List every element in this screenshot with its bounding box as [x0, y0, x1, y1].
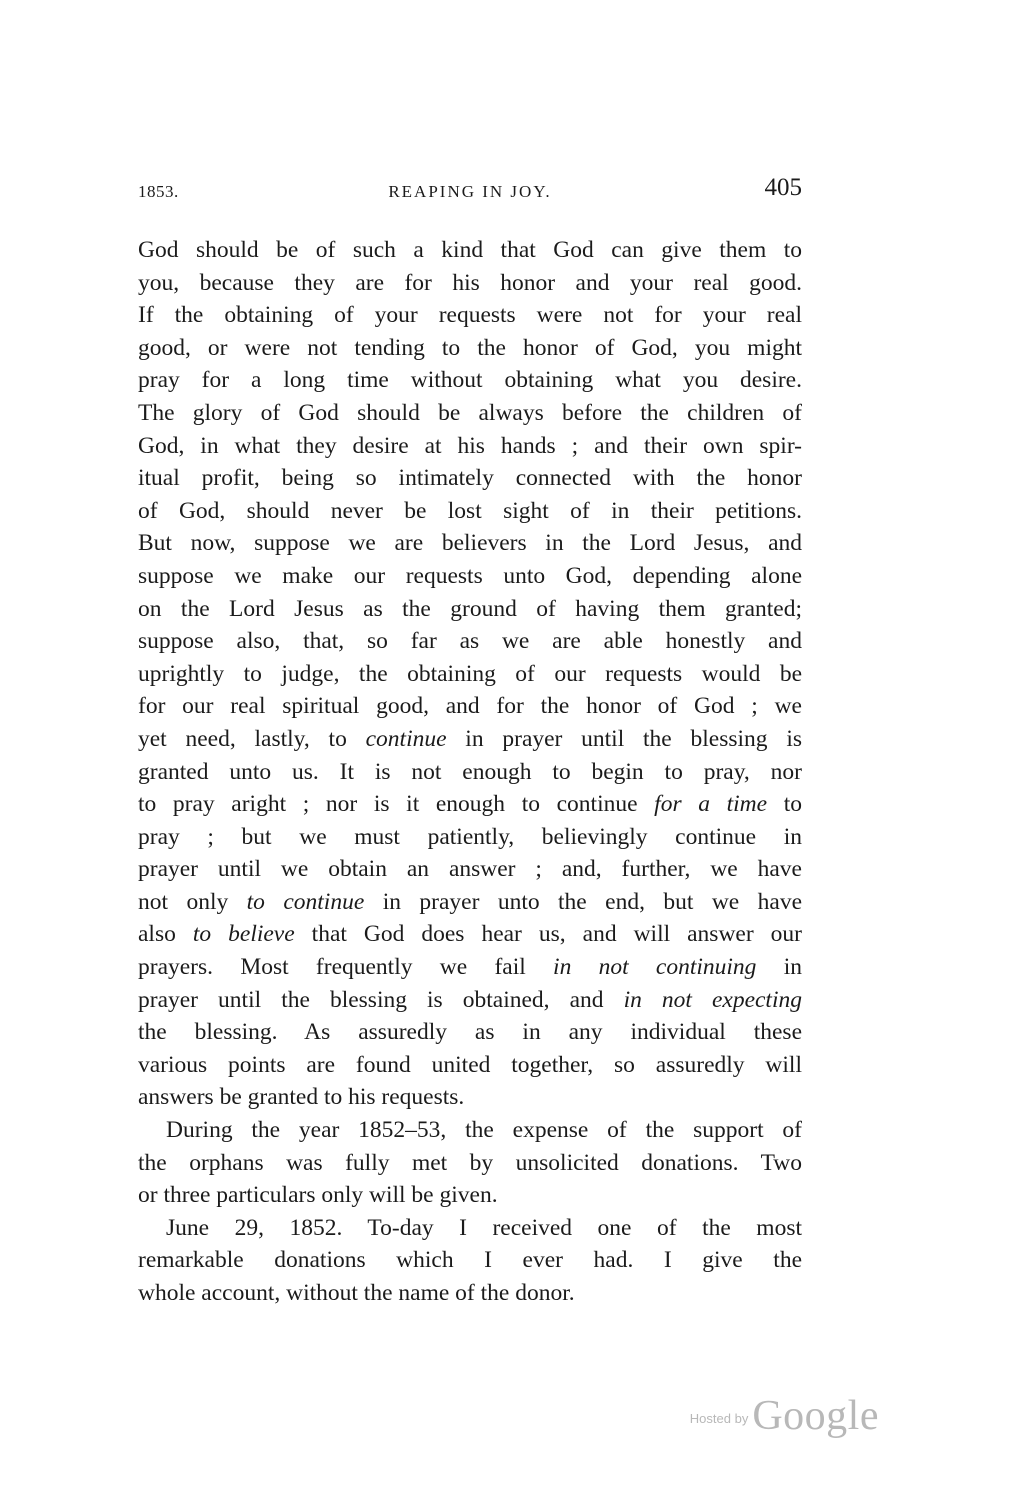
text-line: pray for a long time without obtaining what you desire. — [138, 367, 802, 394]
text-line — [138, 886, 802, 919]
text-line: If the obtaining of your requests were not for your real — [138, 302, 802, 329]
text-line — [138, 984, 802, 1017]
text-line: prayer until we obtain an answer ; and, further, we have — [138, 856, 802, 883]
text-segment: yet need, lastly, to — [138, 725, 366, 752]
hosted-by-google-watermark — [690, 1392, 879, 1440]
text-line — [138, 723, 802, 756]
text-segment: to — [767, 791, 802, 818]
header-title: REAPING IN JOY. — [388, 182, 552, 201]
text-line: for our real spiritual good, and for the honor of God ; we — [138, 693, 802, 720]
text-line: June 29, 1852. To-day I received one of the most — [166, 1214, 802, 1241]
text-segment: in prayer until the blessing is — [446, 725, 802, 752]
text-line — [138, 788, 802, 821]
text-segment: that God does hear us, and will answer our — [294, 921, 802, 948]
body-text — [138, 234, 802, 1310]
text-line: whole account, without the name of the donor. — [138, 1280, 575, 1306]
text-line: The glory of God should be always before the children of — [138, 399, 802, 426]
italic-emphasis: for a time — [654, 791, 768, 818]
text-segment: in — [756, 954, 802, 981]
page-number: 405 — [764, 174, 802, 201]
text-line: or three particulars only will be given. — [138, 1182, 498, 1209]
text-segment: prayer until the blessing is obtained, and — [138, 986, 624, 1013]
text-line: uprightly to judge, the obtaining of our requests would be — [138, 660, 802, 687]
text-line: During the year 1852–53, the expense of the support of — [166, 1117, 802, 1144]
watermark-prefix: Hosted by — [689, 1411, 749, 1426]
text-line: good, or were not tending to the honor of God, you might — [138, 334, 802, 361]
text-segment: also — [138, 921, 193, 948]
text-line: suppose also, that, so far as we are able honestly and — [138, 628, 802, 655]
text-segment: in prayer unto the end, but we have — [364, 888, 802, 915]
italic-emphasis: continue — [365, 725, 447, 752]
text-line: God should be of such a kind that God can give them to — [138, 237, 802, 263]
text-segment: prayers. Most frequently we fail — [138, 954, 554, 981]
text-line — [138, 951, 802, 984]
text-line: remarkable donations which I ever had. I give the — [138, 1247, 802, 1274]
text-line — [138, 918, 802, 951]
text-line: But now, suppose we are believers in the Lord Jesus, and — [138, 530, 802, 557]
text-line: suppose we make our requests unto God, depending alone — [138, 562, 802, 589]
text-segment: to pray aright ; nor is it enough to continue — [138, 791, 655, 818]
text-segment: not only — [138, 888, 247, 915]
italic-emphasis: in not continuing — [553, 954, 757, 981]
text-line: of God, should never be lost sight of in their petitions. — [138, 497, 802, 524]
text-line: pray ; but we must patiently, believingly continue in — [138, 823, 802, 850]
italic-emphasis: to continue — [246, 888, 365, 915]
italic-emphasis: in not expecting — [623, 986, 802, 1013]
text-line: on the Lord Jesus as the ground of having them granted; — [138, 595, 802, 622]
text-line: the orphans was fully met by unsolicited donations. Two — [138, 1149, 802, 1176]
text-line: various points are found united together, so assuredly will — [138, 1051, 802, 1078]
italic-emphasis: to believe — [192, 921, 295, 948]
text-line: answers be granted to his requests. — [138, 1084, 465, 1111]
text-line: granted unto us. It is not enough to begin to pray, nor — [138, 758, 802, 785]
text-line: you, because they are for his honor and your real good. — [138, 269, 802, 296]
text-line: itual profit, being so intimately connected with the honor — [138, 465, 802, 492]
text-line: God, in what they desire at his hands ; and their own spir- — [138, 432, 802, 459]
text-line: the blessing. As assuredly as in any individual these — [138, 1019, 802, 1046]
google-logo: Google — [752, 1393, 879, 1439]
running-head — [138, 174, 802, 218]
header-year: 1853. — [138, 182, 179, 201]
